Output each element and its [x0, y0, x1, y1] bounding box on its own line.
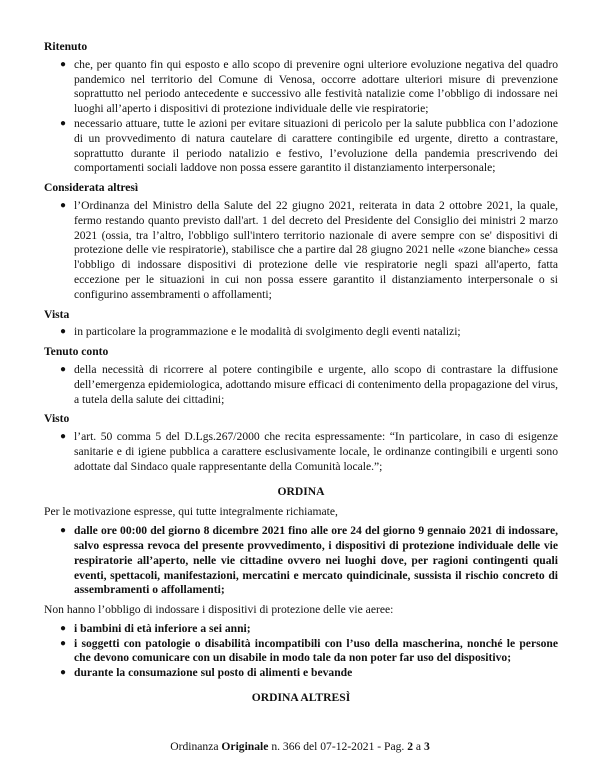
vista-list: [44, 325, 558, 340]
exempt-list: [44, 622, 558, 681]
ordina-altresi-title: ORDINA ALTRESÌ: [251, 691, 351, 705]
list-item-text: durante la consumazione sul posto di alimenti e bevande: [74, 666, 353, 680]
list-item: [44, 58, 558, 117]
list-item-text: in particolare la programmazione e le modalità di svolgimento degli eventi natalizi;: [74, 325, 461, 339]
section-heading-vista: Vista: [44, 307, 70, 321]
bullet-icon: ●: [60, 117, 67, 129]
footer-page-number: 2: [407, 740, 414, 753]
list-item: [44, 363, 558, 407]
list-item-text: dalle ore 00:00 del giorno 8 dicembre 2021 fino alle ore 24 del giorno 9 gennaio 2021 di indossare, salvo espressa revoca del presente provvedimento, i dispositivi di protezione individuale delle vie respiratorie all’aperto, nelle vie cittadine ovvero nei luoghi dove, per ragioni contingenti quali eventi, spettacoli, manifestazioni, mercatini e mercato quindicinale, sussista il rischio concreto di assembramenti o affollamenti;: [74, 524, 558, 597]
tenuto-conto-list: [44, 363, 558, 407]
section-heading-tenuto-conto: Tenuto conto: [44, 345, 109, 359]
bullet-icon: ●: [60, 525, 67, 537]
list-item: [44, 430, 558, 474]
bullet-icon: ●: [60, 431, 67, 443]
list-item-text: che, per quanto fin qui esposto e allo scopo di prevenire ogni ulteriore evoluzione negativa del quadro pandemico nel territorio del Comune di Venosa, occorre adottare ulteriori misure di prevenzione soprattutto nel periodo antecedente e successivo alle festività natalizie come l’obbligo di indossare nei luoghi all’aperto i dispositivi di protezione individuale delle vie respiratorie;: [74, 57, 558, 116]
list-item: [44, 666, 558, 681]
bullet-icon: ●: [60, 363, 67, 375]
list-item-text: l’Ordinanza del Ministro della Salute del 22 giugno 2021, reiterata in data 2 ottobre 2021, la quale, fermo restando quanto previsto dall'art. 1 del decreto del Presidente del Consiglio dei ministri 2 marzo 2021 (ossia, tra l’altro, l'obbligo sull'intero territorio nazionale di avere sempre con se' dispositivi di protezione delle vie respiratorie), stabilisce che a partire dal 28 giugno 2021 nelle «zone bianche» cessa l'obbligo di indossare dispositivi di protezione delle vie respiratorie negli spazi all'aperto, fatta eccezione per le situazioni in cui non possa essere garantito il distanziamento interpersonale o si configurino assembramenti o affollamenti;: [74, 198, 558, 301]
ordina-intro: Per le motivazione espresse, qui tutte integralmente richiamate,: [44, 505, 338, 519]
footer-status: Originale: [221, 740, 269, 753]
section-heading-visto: Visto: [44, 412, 70, 426]
footer-sep: a: [413, 740, 424, 753]
footer-prefix: Ordinanza: [170, 740, 222, 753]
footer-middle: n. 366 del 07-12-2021 - Pag.: [268, 740, 408, 753]
visto-list: [44, 430, 558, 474]
bullet-icon: ●: [60, 58, 67, 70]
list-item: [44, 637, 558, 667]
list-item: [44, 117, 558, 176]
section-heading-considerata: Considerata altresì: [44, 181, 139, 195]
bullet-icon: ●: [60, 326, 67, 338]
exempt-intro: Non hanno l’obbligo di indossare i dispositivi di protezione delle vie aeree:: [44, 603, 394, 617]
page-footer: [0, 740, 600, 753]
list-item-text: i bambini di età inferiore a sei anni;: [74, 621, 251, 635]
document-body: [44, 40, 558, 712]
list-item-text: l’art. 50 comma 5 del D.Lgs.267/2000 che recita espressamente: “In particolare, in caso di esigenze sanitarie e di igiene pubblica a carattere esclusivamente locale, le ordinanze contingibili e urgenti sono adottate dal Sindaco quale rappresentante della Comunità locale.”;: [74, 430, 558, 473]
ritenuto-list: [44, 58, 558, 176]
list-item-text: della necessità di ricorrere al potere contingibile e urgente, allo scopo di contrastare la diffusione dell’emergenza epidemiologica, adottando misure efficaci di contenimento della propagazione del virus, a tutela della salute dei cittadini;: [74, 362, 558, 406]
list-item: [44, 325, 558, 340]
list-item-text: necessario attuare, tutte le azioni per evitare situazioni di pericolo per la salute pubblica con l’adozione di un provvedimento di natura cautelare di carattere contingibile ed urgente, diretto a contrastare, soprattutto durante il periodo natalizio e festivo, l’evoluzione della pandemia prescrivendo dei comportamenti sociali laddove non possa essere garantito il distanziamento interpersonale;: [74, 116, 558, 175]
list-item: [44, 524, 558, 598]
bullet-icon: ●: [60, 667, 67, 679]
list-item: [44, 622, 558, 637]
ordina-list: [44, 524, 558, 598]
section-heading-ritenuto: Ritenuto: [44, 40, 88, 53]
ordina-title: ORDINA: [277, 484, 325, 498]
bullet-icon: ●: [60, 637, 67, 649]
bullet-icon: ●: [60, 622, 67, 634]
list-item-text: i soggetti con patologie o disabilità incompatibili con l’uso della mascherina, nonché le persone che devono comunicare con un disabile in modo tale da non poter far uso del dispositivo;: [74, 636, 558, 665]
footer-page-total: 3: [423, 740, 430, 753]
bullet-icon: ●: [60, 199, 67, 211]
list-item: [44, 199, 558, 303]
considerata-list: [44, 199, 558, 303]
